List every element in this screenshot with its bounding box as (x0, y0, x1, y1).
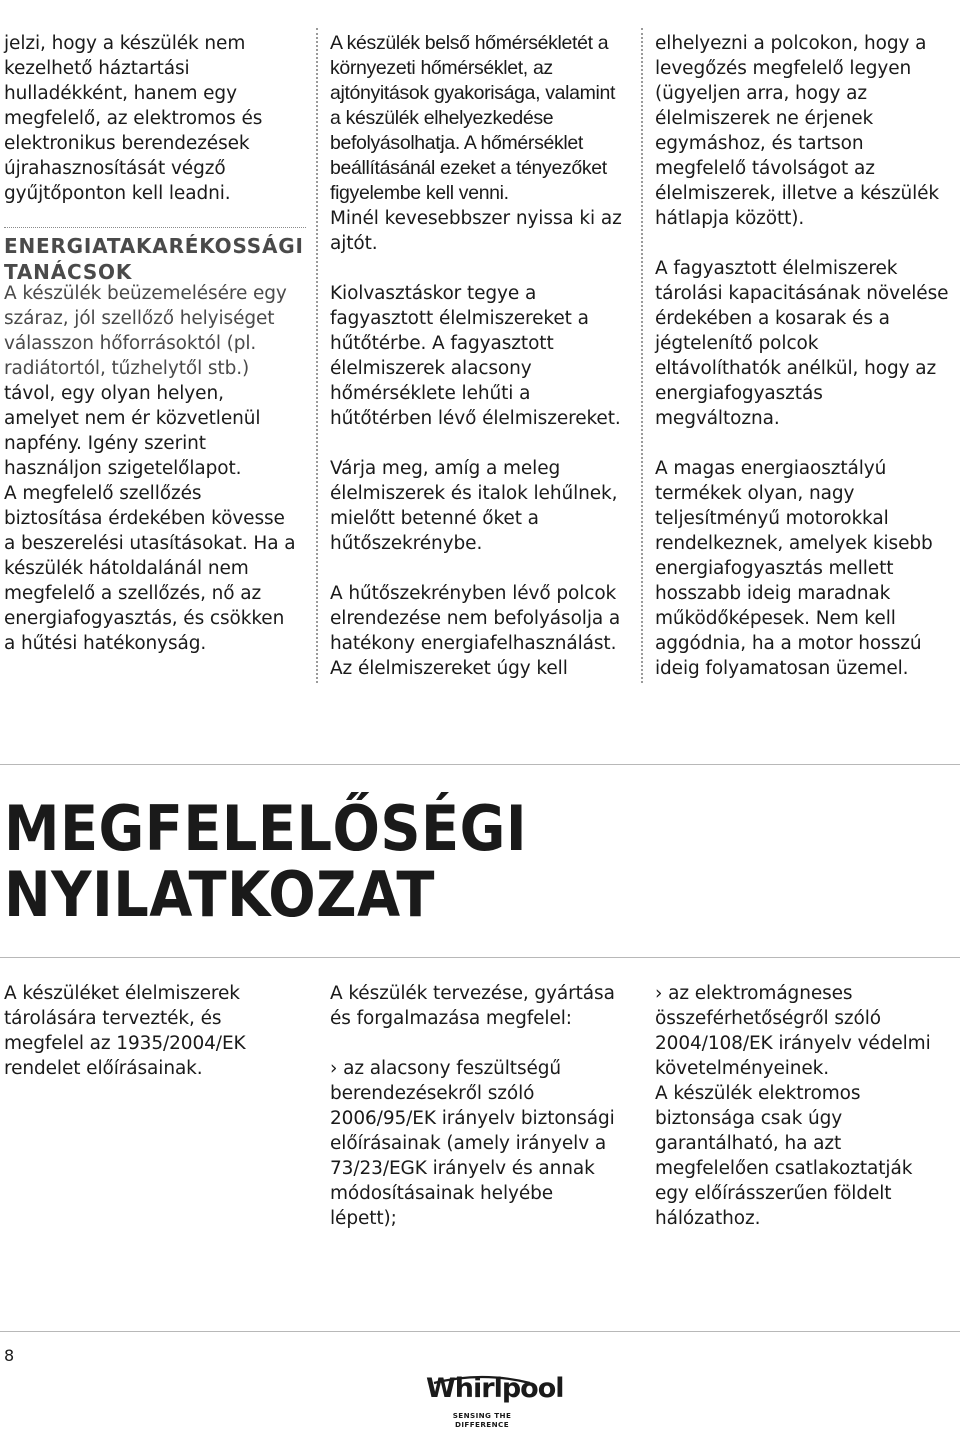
whirlpool-logo (426, 1372, 564, 1429)
page-number: 8 (4, 1346, 15, 1365)
declaration-column-2 (330, 981, 635, 1231)
energy-saving-heading: ENERGIATAKARÉKOSSÁGI TANÁCSOK (4, 234, 304, 284)
declaration-title: MEGFELELŐSÉGI NYILATKOZAT (4, 792, 528, 931)
disposal-text: jelzi, hogy a készülék nem kezelhető háztartási hulladékként, hanem egy megfelelő, az elektromos és elektronikus berendezések újrahasznosítását végző gyűjtőponton kell leadni. (4, 33, 263, 204)
temperature-paragraph: A készülék belső hőmérsékletét a környezeti hőmérséklet, az ajtónyitások gyakorisága, valamint a készülék elhelyezkedése befolyásolhatja. A hőmérséklet beállításánál ezeket a tényezőket figyelembe kell venni. (330, 32, 616, 204)
placement-text: távol, egy olyan helyen, amelyet nem ér közvetlenül napfény. Igény szerint használjon szigetelőlapot. A megfelelő szellőzés biztosítása érdekében kövesse a beszerelési utasításokat. Ha a készülék hátoldalánál nem megfelelő a szellőzés, nő az energiafogyasztás, és csökken a hűtési hatékonyság. (4, 383, 296, 654)
compliance-intro: A készülék tervezése, gyártása és forgalmazása megfelel: (330, 983, 615, 1029)
column-1-body (4, 281, 309, 656)
emc-directive: › az elektromágneses összeférhetőségről szóló 2004/108/EK irányelv védelmi követelményeinek. (655, 983, 931, 1079)
brand-wordmark: Whirlpool (426, 1373, 564, 1404)
brand-tagline: SENSING THE DIFFERENCE (452, 1411, 512, 1429)
footer-rule (0, 1331, 960, 1332)
low-voltage-directive: › az alacsony feszültségű berendezésekről szóló 2006/95/EK irányelv biztonsági előírásainak (amely irányelv a 73/23/EGK irányelv és annak módosításainak helyébe lépett); (330, 1058, 615, 1229)
electrical-safety-text: A készülék elektromos biztonsága csak úgy garantálható, ha azt megfelelően csatlakoztatják egy előírásszerűen földelt hálózathoz. (655, 1083, 913, 1229)
column-1-intro (4, 31, 309, 206)
defrost-paragraph: Kiolvasztáskor tegye a fagyasztott élelmiszereket a hűtőtérbe. A fagyasztott élelmiszerek alacsony hőmérséklete lehűti a hűtőtérben lévő élelmiszereket. (330, 283, 621, 429)
capacity-paragraph: A fagyasztott élelmiszerek tárolási kapacitásának növelése érdekében a kosarak és a jégtelenítő polcok eltávolíthatók anélkül, hogy az energiafogyasztás megváltozna. (655, 258, 949, 429)
column-2 (330, 31, 635, 681)
column-divider (641, 28, 643, 683)
column-3 (655, 31, 955, 681)
motor-paragraph: A magas energiaosztályú termékek olyan, nagy teljesítményű motorokkal rendelkeznek, amelyek kisebb energiafogyasztás mellett hosszabb ideig maradnak működőképesek. Nem kell aggódnia, ha a motor hosszú ideig folyamatosan üzemel. (655, 458, 933, 679)
cooling-paragraph: Várja meg, amíg a meleg élelmiszerek és italok lehűlnek, mielőtt betenné őket a hűtőszekrénybe. (330, 458, 618, 554)
airflow-paragraph: elhelyezni a polcokon, hogy a levegőzés megfelelő legyen (ügyeljen arra, hogy az élelmiszerek ne érjenek egymáshoz, és tartson megfelelő távolságot az élelmiszerek, illetve a készülék hátlapja között). (655, 33, 940, 229)
declaration-column-1 (4, 981, 309, 1081)
column-divider (316, 28, 318, 683)
horizontal-rule (0, 957, 960, 958)
section-divider (4, 227, 306, 228)
horizontal-rule (0, 764, 960, 765)
door-paragraph: Minél kevesebbszer nyissa ki az ajtót. (330, 208, 622, 254)
food-contact-text: A készüléket élelmiszerek tárolására tervezték, és megfelel az 1935/2004/EK rendelet előírásainak. (4, 983, 246, 1079)
declaration-column-3 (655, 981, 955, 1231)
shelves-paragraph: A hűtőszekrényben lévő polcok elrendezése nem befolyásolja a hatékony energiafelhasználást. Az élelmiszereket úgy kell (330, 583, 621, 679)
placement-text-light: A készülék beüzemelésére egy száraz, jól szellőző helyiséget válasszon hőforrásoktól (pl. radiátortól, tűzhelytől stb.) (4, 283, 287, 379)
